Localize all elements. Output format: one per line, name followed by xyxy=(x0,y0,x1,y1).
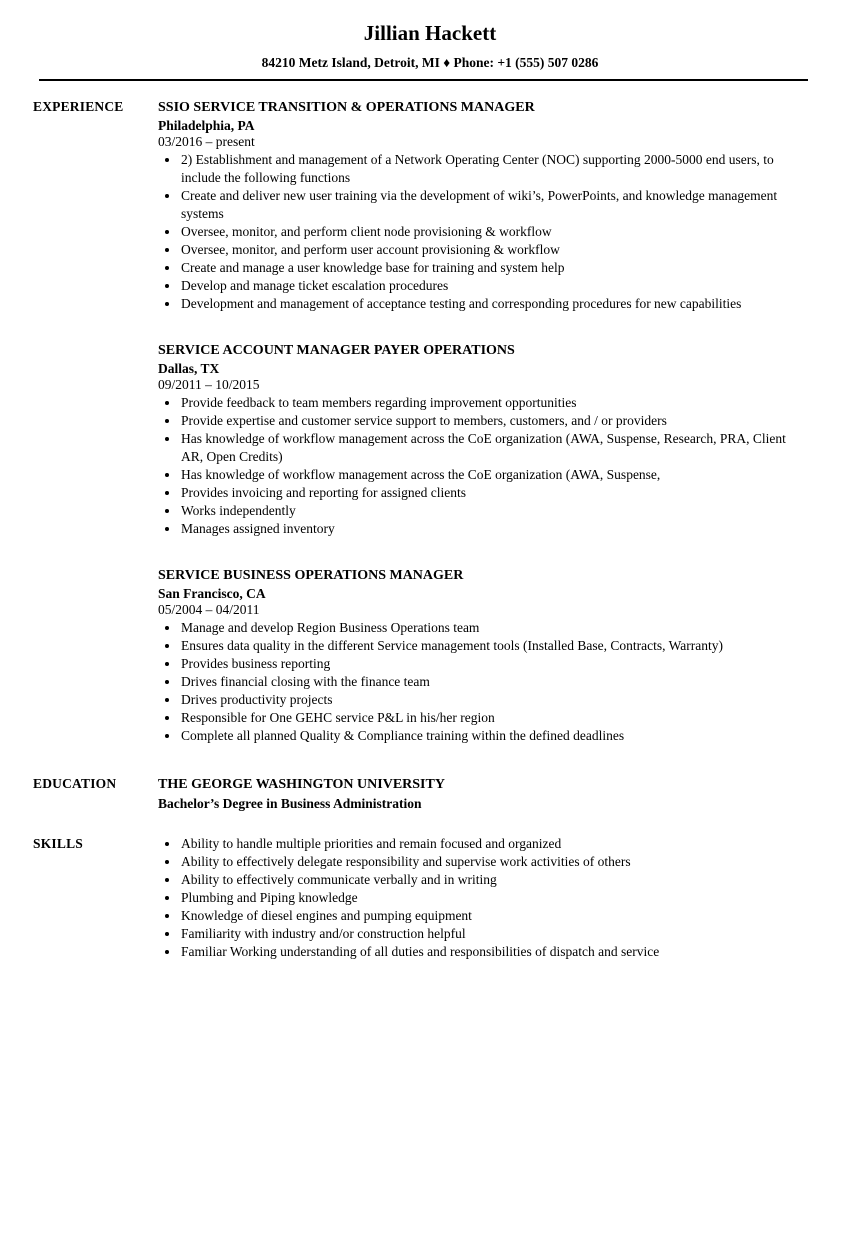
bullet-item: • Provides invoicing and reporting for assigned clients xyxy=(180,484,807,502)
job-bullet-list xyxy=(158,619,807,745)
resume-header xyxy=(0,0,860,71)
bullet-item: • Provide feedback to team members regarding improvement opportunities xyxy=(180,394,807,412)
job-entry-2 xyxy=(158,341,807,538)
bullet-item: • Provides business reporting xyxy=(180,655,807,673)
contact-line: 84210 Metz Island, Detroit, MI ♦ Phone: +1 (555) 507 0286 xyxy=(261,55,599,70)
education-section xyxy=(33,775,807,813)
bullet-item: • Develop and manage ticket escalation procedures xyxy=(180,277,807,295)
bullet-item: • Has knowledge of workflow management across the CoE organization (AWA, Suspense, xyxy=(180,466,807,484)
job-dates: 09/2011 – 10/2015 xyxy=(158,377,260,392)
bullet-item: • Manage and develop Region Business Operations team xyxy=(180,619,807,637)
bullet-item: • Development and management of acceptance testing and corresponding procedures for new capabilities xyxy=(180,295,807,313)
bullet-item: • Create and deliver new user training via the development of wiki’s, PowerPoints, and knowledge management systems xyxy=(180,187,807,223)
bullet-item: • 2) Establishment and management of a Network Operating Center (NOC) supporting 2000-5000 end users, to include the following functions xyxy=(180,151,807,187)
bullet-item: • Ability to handle multiple priorities and remain focused and organized xyxy=(180,835,807,853)
resume-body xyxy=(0,81,860,961)
job-bullet-list xyxy=(158,151,807,313)
bullet-item: • Manages assigned inventory xyxy=(180,520,807,538)
bullet-item: • Familiar Working understanding of all duties and responsibilities of dispatch and service xyxy=(180,943,807,961)
bullet-item: • Plumbing and Piping knowledge xyxy=(180,889,807,907)
job-entry-1 xyxy=(158,98,807,313)
bullet-item: • Familiarity with industry and/or construction helpful xyxy=(180,925,807,943)
bullet-item: • Drives productivity projects xyxy=(180,691,807,709)
job-bullet-list xyxy=(158,394,807,538)
job-dates: 05/2004 – 04/2011 xyxy=(158,602,260,617)
candidate-name: Jillian Hackett xyxy=(363,21,497,45)
school-name: THE GEORGE WASHINGTON UNIVERSITY xyxy=(158,777,445,792)
bullet-item: • Ability to effectively communicate verbally and in writing xyxy=(180,871,807,889)
section-label-education: EDUCATION xyxy=(33,776,117,791)
skills-bullet-list xyxy=(158,835,807,961)
bullet-item: • Oversee, monitor, and perform user account provisioning & workflow xyxy=(180,241,807,259)
job-dates: 03/2016 – present xyxy=(158,134,255,149)
experience-content xyxy=(158,98,807,745)
experience-section xyxy=(33,98,807,745)
degree-name: Bachelor’s Degree in Business Administration xyxy=(158,796,422,811)
bullet-item: • Works independently xyxy=(180,502,807,520)
bullet-item: • Create and manage a user knowledge base for training and system help xyxy=(180,259,807,277)
job-title: SERVICE ACCOUNT MANAGER PAYER OPERATIONS xyxy=(158,343,515,358)
skills-content xyxy=(158,835,807,961)
bullet-item: • Provide expertise and customer service support to members, customers, and / or providers xyxy=(180,412,807,430)
job-title: SSIO SERVICE TRANSITION & OPERATIONS MANAGER xyxy=(158,100,535,115)
job-location: San Francisco, CA xyxy=(158,586,266,601)
bullet-item: • Has knowledge of workflow management across the CoE organization (AWA, Suspense, Research, PRA, Client AR, Open Credits) xyxy=(180,430,807,466)
bullet-item: • Responsible for One GEHC service P&L in his/her region xyxy=(180,709,807,727)
job-title: SERVICE BUSINESS OPERATIONS MANAGER xyxy=(158,568,464,583)
education-content xyxy=(158,775,807,813)
job-location: Philadelphia, PA xyxy=(158,118,255,133)
job-entry-3 xyxy=(158,566,807,745)
bullet-item: • Ensures data quality in the different Service management tools (Installed Base, Contracts, Warranty) xyxy=(180,637,807,655)
bullet-item: • Oversee, monitor, and perform client node provisioning & workflow xyxy=(180,223,807,241)
bullet-item: • Ability to effectively delegate responsibility and supervise work activities of others xyxy=(180,853,807,871)
bullet-item: • Drives financial closing with the finance team xyxy=(180,673,807,691)
skills-section xyxy=(33,835,807,961)
section-label-experience: EXPERIENCE xyxy=(33,99,124,114)
job-location: Dallas, TX xyxy=(158,361,220,376)
bullet-item: • Knowledge of diesel engines and pumping equipment xyxy=(180,907,807,925)
section-label-skills: SKILLS xyxy=(33,836,83,851)
bullet-item: • Complete all planned Quality & Compliance training within the defined deadlines xyxy=(180,727,807,745)
